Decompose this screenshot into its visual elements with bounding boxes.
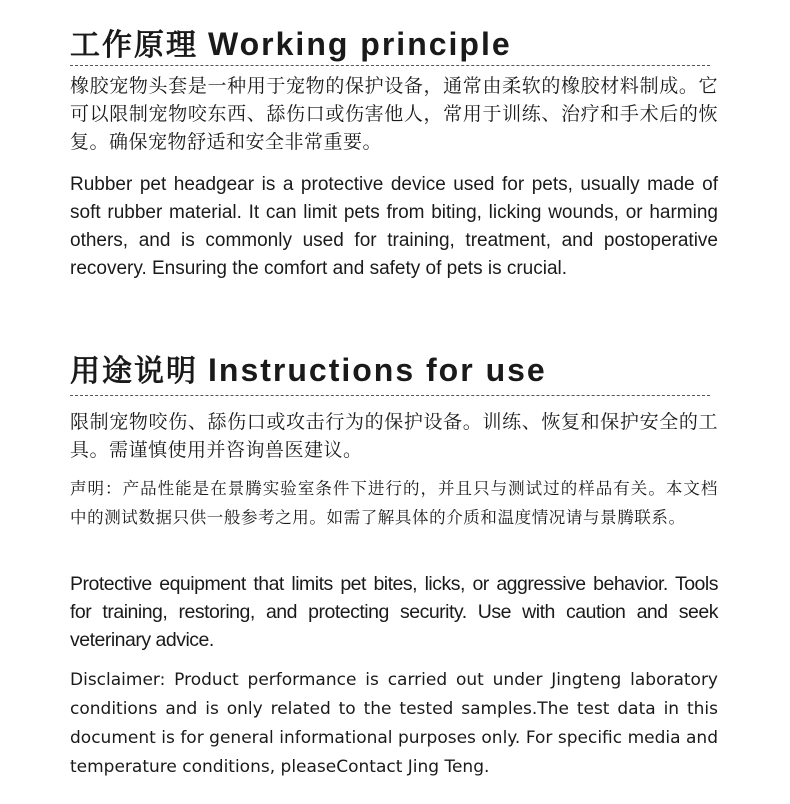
working-principle-heading [70, 28, 718, 61]
instructions-disclaimer-zh-wrap [70, 474, 718, 532]
instructions-body-en: Protective equipment that limits pet bites, licks, or aggressive behavior. Tools for training, restoring, and protecting security. Use with caution and seek veterinary advice. [70, 573, 718, 651]
working-principle-body-zh-wrap [70, 72, 718, 156]
working-principle-title-zh: 工作原理 [70, 28, 198, 63]
instructions-disclaimer-en: Disclaimer: Product performance is carried out under Jingteng laboratory conditions and is only related to the tested samples.The test data in this document is for general informational purposes only. For specific media and temperature conditions, pleaseContact Jing Teng. [70, 670, 718, 777]
instructions-disclaimer-en-wrap [70, 666, 718, 782]
working-principle-divider [70, 65, 710, 66]
working-principle-body-en: Rubber pet headgear is a protective device used for pets, usually made of soft rubber material. It can limit pets from biting, licking wounds, or harming others, and is commonly used for training, treatment, and postoperative recovery. Ensuring the comfort and safety of pets is crucial. [70, 174, 718, 279]
working-principle-divider-wrap [70, 65, 718, 66]
instructions-divider-wrap [70, 395, 718, 396]
working-principle-body-en-wrap [70, 171, 718, 283]
instructions-disclaimer-zh: 声明：产品性能是在景腾实验室条件下进行的，并且只与测试过的样品有关。本文档中的测试数据只供一般参考之用。如需了解具体的介质和温度情况请与景腾联系。 [70, 479, 718, 527]
instructions-body-en-wrap [70, 570, 718, 654]
working-principle-section [70, 28, 718, 61]
working-principle-body-zh: 橡胶宠物头套是一种用于宠物的保护设备，通常由柔软的橡胶材料制成。它可以限制宠物咬东西、舔伤口或伤害他人，常用于训练、治疗和手术后的恢复。确保宠物舒适和安全非常重要。 [70, 75, 718, 153]
instructions-section [70, 354, 718, 387]
instructions-divider [70, 395, 710, 396]
instructions-title-en: Instructions for use [208, 352, 547, 388]
instructions-title-zh: 用途说明 [70, 354, 198, 389]
instructions-body-zh: 限制宠物咬伤、舔伤口或攻击行为的保护设备。训练、恢复和保护安全的工具。需谨慎使用并咨询兽医建议。 [70, 411, 718, 461]
instructions-body-zh-wrap [70, 408, 718, 464]
working-principle-title-en: Working principle [208, 26, 512, 62]
instructions-heading [70, 354, 718, 387]
